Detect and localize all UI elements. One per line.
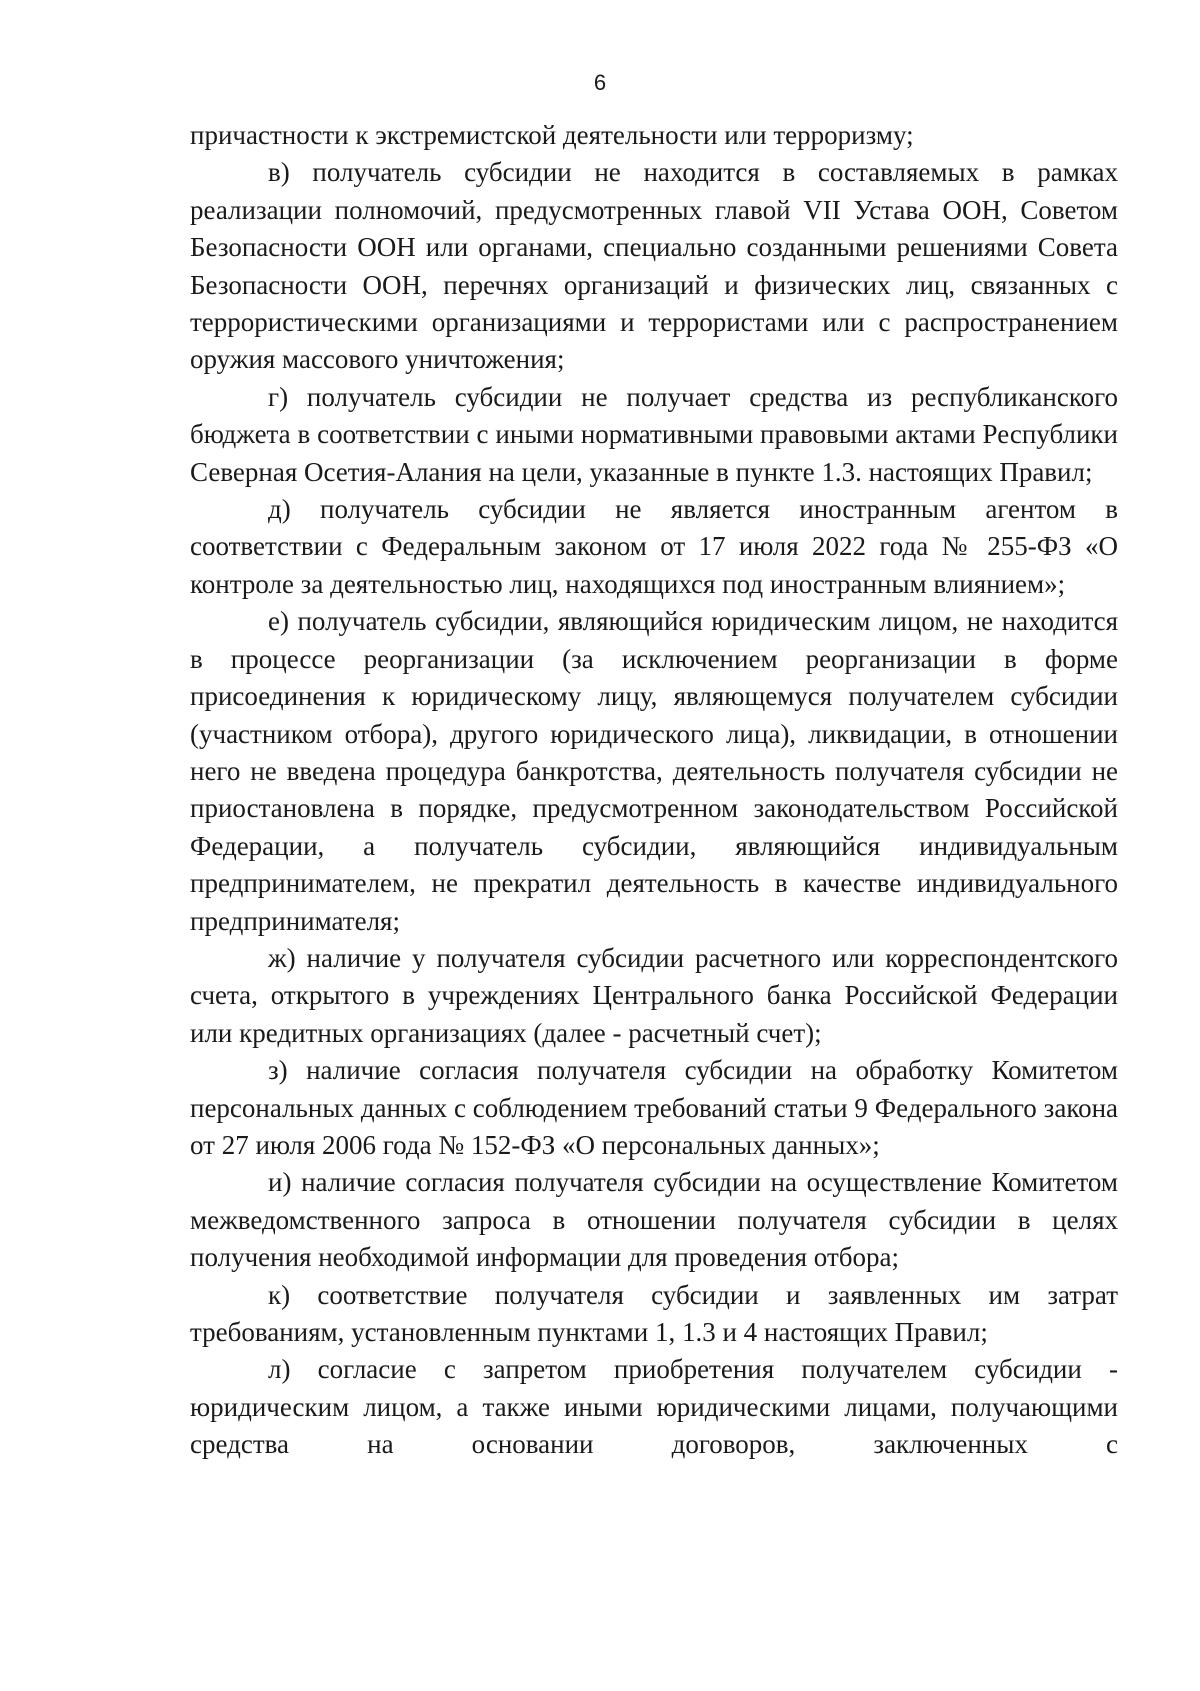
paragraph-item-z: з) наличие согласия получателя субсидии на обработку Комитетом персональных данных с соблюдением требований статьи 9 Федерального закона от 27 июля 2006 года № 152-ФЗ «О персональных данных»;: [190, 1055, 1118, 1160]
paragraph-item-g: г) получатель субсидии не получает средства из республиканского бюджета в соответствии с иными нормативными правовыми актами Республики Северная Осетия-Алания на цели, указанные в пункте 1.3. настоящих Правил;: [190, 381, 1118, 487]
paragraph-item-k: к) соответствие получателя субсидии и заявленных им затрат требованиям, установленным пунктами 1, 1.3 и 4 настоящих Правил;: [190, 1279, 1118, 1347]
paragraph-item-d: д) получатель субсидии не является иностранным агентом в соответствии с Федеральным законом от 17 июля 2022 года № 255-ФЗ «О контроле за деятельностью лиц, находящихся под иностранным влиянием»;: [190, 494, 1118, 599]
paragraph-item-e: е) получатель субсидии, являющийся юридическим лицом, не находится в процессе реорганизации (за исключением реорганизации в форме присоединения к юридическому лицу, являющемуся получателем субсидии (участником отбора), другого юридического лица), ликвидации, в отношении него не введена процедура банкротства, деятельность получателя субсидии не приостановлена в порядке, предусмотренном законодательством Российской Федерации, а получатель субсидии, являющийся индивидуальным предпринимателем, не прекратил деятельность в качестве индивидуального предпринимателя;: [190, 606, 1118, 936]
paragraph-item-zh: ж) наличие у получателя субсидии расчетного или корреспондентского счета, открытого в учреждениях Центрального банка Российской Федерации или кредитных организациях (далее - расчетный счет);: [190, 942, 1118, 1048]
paragraph-item-i: и) наличие согласия получателя субсидии на осуществление Комитетом межведомственного запроса в отношении получателя субсидии в целях получения необходимой информации для проведения отбора;: [190, 1167, 1118, 1273]
paragraph-continuation: причастности к экстремистской деятельности или терроризму;: [190, 120, 914, 150]
paragraph-item-l: л) согласие с запретом приобретения получателем субсидии - юридическим лицом, а также иными юридическими лицами, получающими средства на основании договоров, заключенных с: [190, 1354, 1118, 1460]
page-number: 6: [593, 70, 607, 95]
paragraph-item-v: в) получатель субсидии не находится в составляемых в рамках реализации полномочий, предусмотренных главой VII Устава ООН, Советом Безопасности ООН или органами, специально созданными решениями Совета Безопасности ООН, перечнях организаций и физических лиц, связанных с террористическими организациями и террористами или с распространением оружия массового уничтожения;: [190, 157, 1118, 375]
document-body: [190, 117, 1118, 1464]
